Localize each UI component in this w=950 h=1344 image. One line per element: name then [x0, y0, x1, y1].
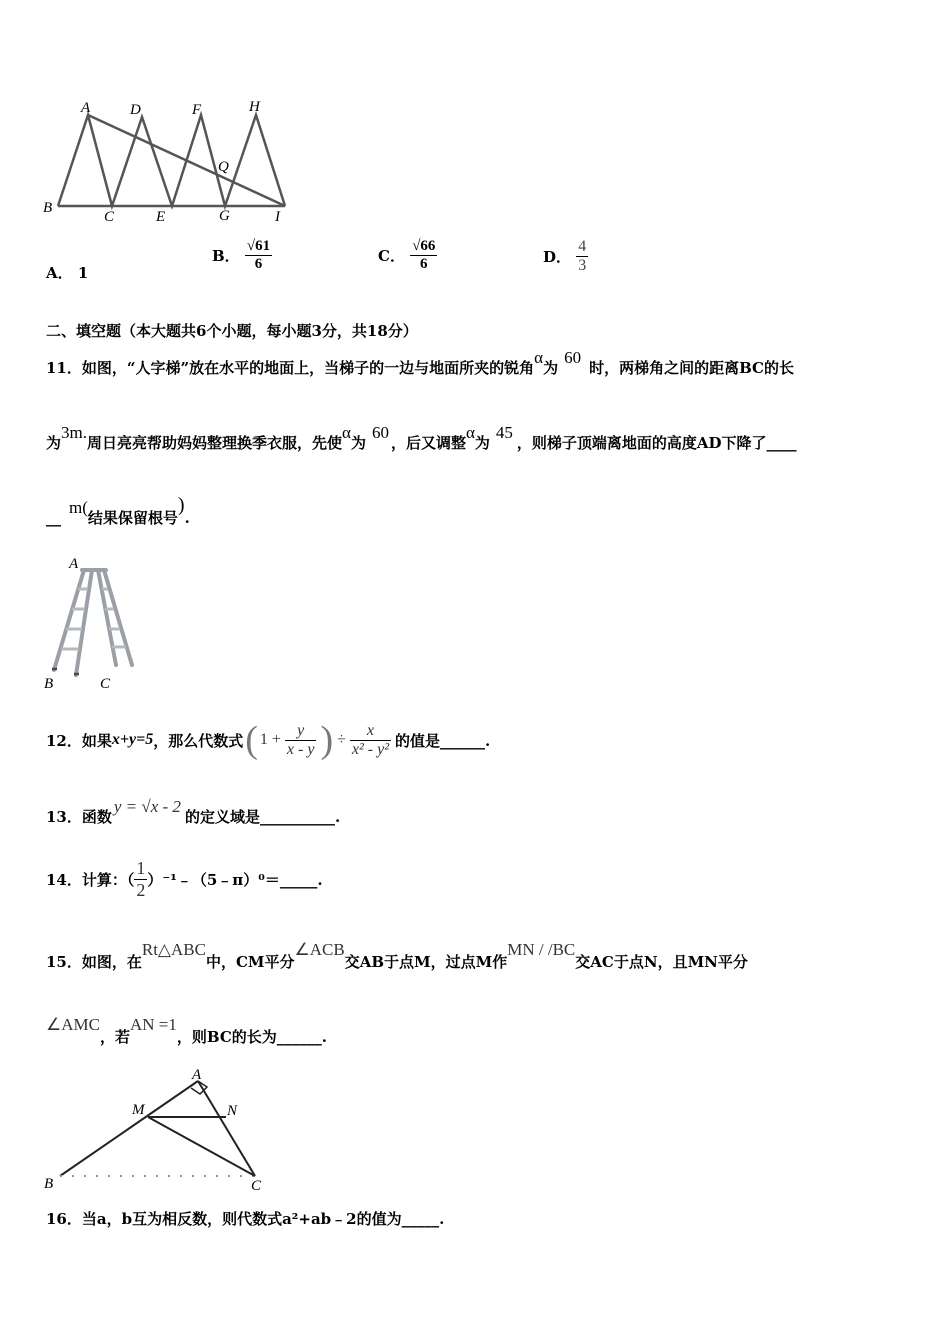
label-G: G — [219, 208, 230, 224]
q11-line2: 为3m.周日亮亮帮助妈妈整理换季衣服，先使α为60，后又调整α为45，则梯子顶端离地面的高度AD下降了____ — [46, 423, 797, 452]
label-H: H — [249, 99, 260, 115]
q15-line1: 15．如图，在Rt△ABC中，CM平分∠ACB交AB于点M，过点M作MN / /BC交AC于点N，且MN平分 — [46, 940, 748, 971]
label-N: N — [227, 1103, 238, 1119]
q14-line: 14．计算：（ $\frac{1}{2}$ ）⁻¹﹣（5﹣π）⁰＝_____. — [46, 857, 323, 900]
q12-line: 12．如果 x+y=5 ，那么代数式 ( 1 + $\frac{y}{x - y}$ ) ÷ $\frac{x}{\text{x² - y²}}$ 的值是______. — [46, 719, 491, 761]
label-B: B — [44, 676, 54, 692]
q12-expression: ( 1 + $\frac{y}{x - y}$ ) ÷ $\frac{x}{\text{x² - y²}}$ — [245, 719, 390, 761]
option-c: C． $\frac{√66}{6}$ — [378, 238, 436, 272]
q13-line: 13．函数y = √x - 2的定义域是__________. — [46, 797, 341, 826]
label-C: C — [251, 1178, 262, 1194]
q16-line: 16．当a，b互为相反数，则代数式a²+ab﹣2的值为_____. — [46, 1210, 445, 1228]
label-F: F — [192, 102, 202, 118]
ladder-figure — [40, 555, 145, 692]
section-heading: 二、填空题（本大题共6个小题，每小题3分，共18分） — [46, 322, 418, 340]
label-A: A — [81, 100, 91, 116]
label-C: C — [100, 676, 111, 692]
option-d: D． $\frac{4}{3}$ — [543, 238, 587, 274]
label-B: B — [44, 1176, 54, 1192]
option-a: A． 1 — [46, 264, 89, 282]
q11-line1: 11．如图，“人字梯”放在水平的地面上，当梯子的一边与地面所夹的锐角α为60时，两梯角之间的距离BC的长 — [46, 348, 794, 377]
q15-line2: ∠AMC，若AN =1，则BC的长为______. — [46, 1015, 328, 1046]
label-A: A — [192, 1067, 202, 1083]
label-E: E — [156, 209, 166, 225]
label-A: A — [69, 556, 79, 572]
label-D: D — [130, 102, 141, 118]
label-M: M — [132, 1102, 145, 1118]
label-C: C — [104, 209, 115, 225]
label-Q: Q — [218, 159, 229, 175]
label-I: I — [275, 209, 280, 225]
zigzag-triangles-figure — [40, 95, 290, 230]
q11-line3: __m(结果保留根号). — [46, 494, 190, 527]
label-B: B — [43, 200, 53, 216]
triangle-figure — [40, 1065, 280, 1195]
option-b: B． $\frac{√61}{6}$ — [212, 238, 271, 272]
